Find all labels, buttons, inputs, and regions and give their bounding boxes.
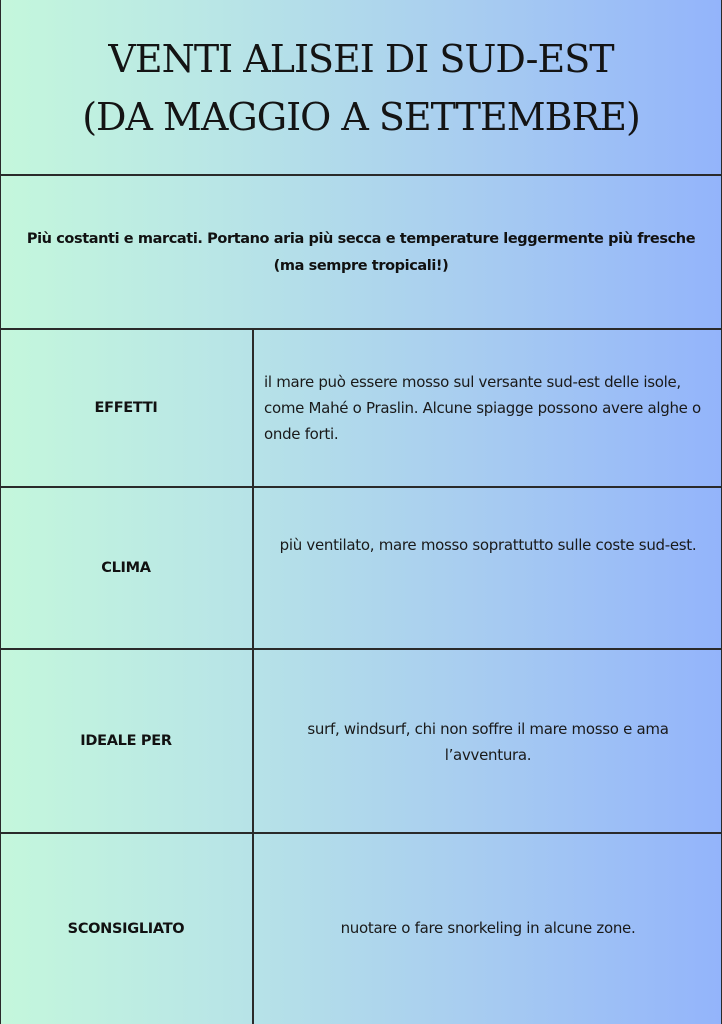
- row-text-effetti: il mare può essere mosso sul versante sud-est delle isole, come Mahé o Praslin. Alcune spiagge possono avere alghe o onde forti.: [264, 373, 701, 443]
- row-text-sconsigliato: nuotare o fare snorkeling in alcune zone.: [340, 919, 636, 937]
- table-column-divider: [252, 329, 254, 1024]
- intro-text: Più costanti e marcati. Portano aria più secca e temperature leggermente più fresche (ma sempre tropicali!): [26, 230, 696, 274]
- row-label-effetti: EFFETTI: [94, 400, 158, 416]
- row-label-sconsigliato: SCONSIGLIATO: [67, 921, 185, 937]
- row-text-ideale-per: surf, windsurf, chi non soffre il mare mosso e ama l’avventura.: [307, 720, 669, 764]
- row-text-clima: più ventilato, mare mosso soprattutto sulle coste sud-est.: [279, 536, 697, 554]
- title-line-1: VENTI ALISEI DI SUD-EST: [108, 36, 614, 81]
- row-label-ideale-per: IDEALE PER: [80, 733, 172, 749]
- row-label-clima: CLIMA: [101, 560, 151, 576]
- page-title: [0, 0, 722, 175]
- title-line-2: (DA MAGGIO A SETTEMBRE): [82, 94, 640, 139]
